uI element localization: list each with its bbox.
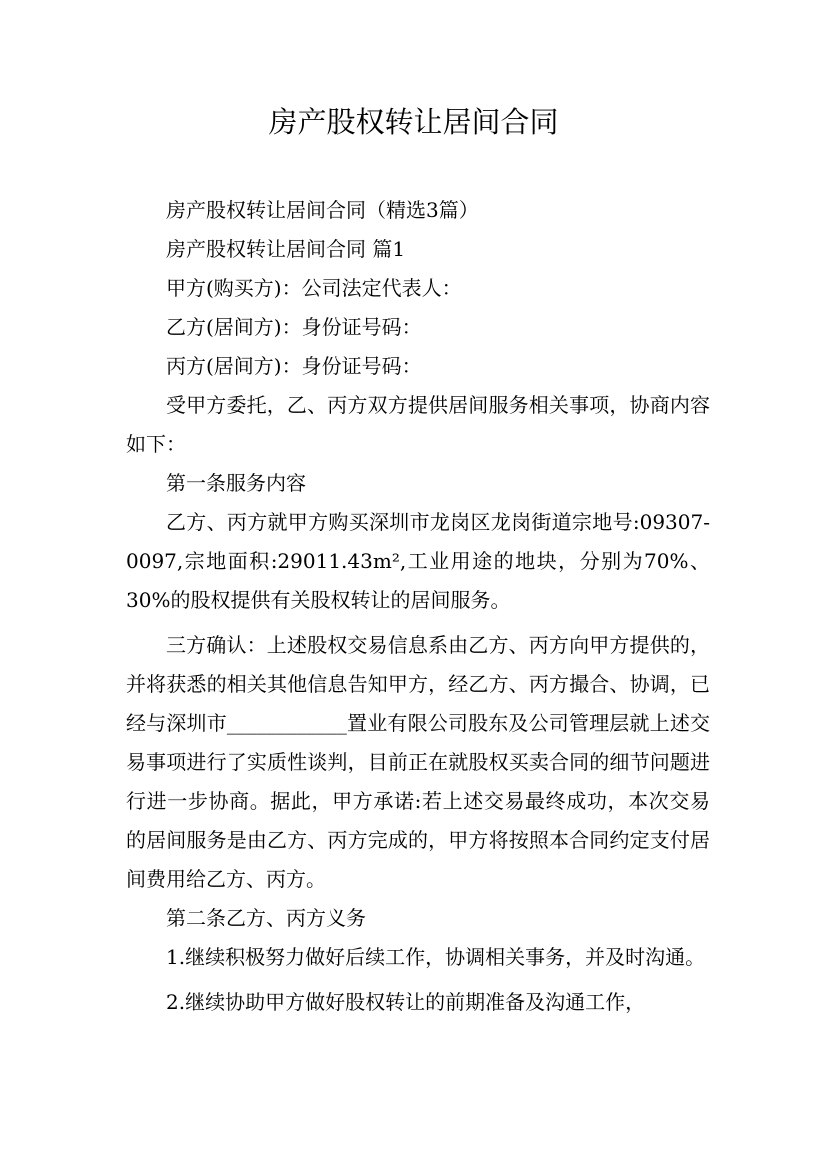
paragraph-confirmation: 三方确认：上述股权交易信息系由乙方、丙方向甲方提供的，并将获悉的相关其他信息告知甲方，经乙方、丙方撮合、协调，已经与深圳市____________置业有限公司股东及公司管理层就上述交易事项进行了实质性谈判，目前正在就股权买卖合同的细节问题进行进一步协商。据此，甲方承诺:若上述交易最终成功，本次交易的居间服务是由乙方、丙方完成的，甲方将按照本合同约定支付居间费用给乙方、丙方。 [126, 633, 710, 891]
paragraph-article-1-body: 乙方、丙方就甲方购买深圳市龙岗区龙岗街道宗地号:09307-0097,宗地面积:29011.43m²,工业用途的地块，分别为70%、30%的股权提供有关股权转让的居间服务。 [126, 510, 710, 612]
paragraph-obligation-1: 1.继续积极努力做好后续工作，协调相关事务，并及时沟通。 [166, 945, 706, 969]
document-body [126, 191, 710, 1022]
paragraph-obligation-2: 2.继续协助甲方做好股权转让的前期准备及沟通工作， [166, 990, 646, 1014]
document-title: 房产股权转让居间合同 [268, 105, 559, 139]
paragraph-party-c: 丙方(居间方)：身份证号码： [166, 354, 422, 378]
paragraph-party-b: 乙方(居间方)：身份证号码： [166, 315, 422, 339]
paragraph-subtitle: 房产股权转让居间合同（精选3篇） [166, 198, 479, 222]
paragraph-section-heading: 房产股权转让居间合同 篇1 [166, 237, 406, 261]
paragraph-party-a: 甲方(购买方)：公司法定代表人： [166, 276, 462, 300]
paragraph-intro: 受甲方委托，乙、丙方双方提供居间服务相关事项，协商内容如下： [126, 393, 710, 456]
paragraph-article-1-heading: 第一条服务内容 [166, 471, 306, 495]
paragraph-article-2-heading: 第二条乙方、丙方义务 [166, 906, 366, 930]
